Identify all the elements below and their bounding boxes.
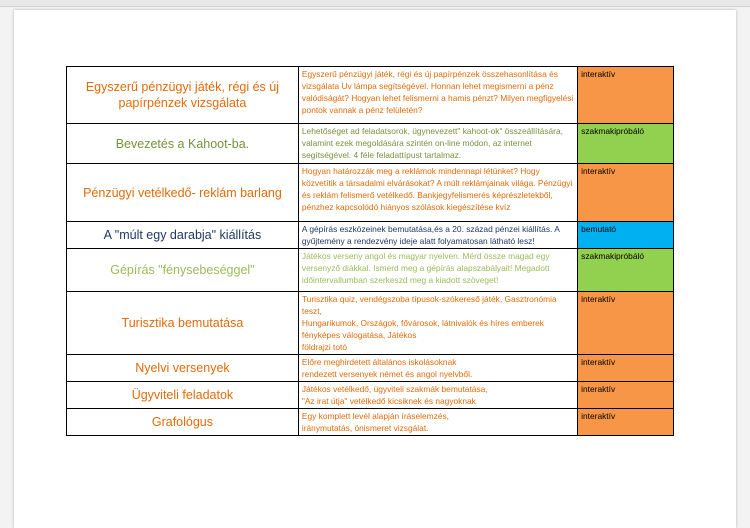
category-badge: interaktív: [578, 164, 674, 222]
program-title: Egyszerű pénzügyi játék, régi és új papírpénzek vizsgálata: [67, 67, 299, 124]
window-top-bar: [0, 0, 750, 7]
category-badge: interaktív: [578, 292, 674, 355]
table-row: [67, 355, 674, 382]
program-title: Turisztika bemutatása: [67, 292, 299, 355]
table-row: [67, 67, 674, 124]
program-description: Hogyan határozzák meg a reklámok mindennapi létünket? Hogy közvetítik a társadalmi elvárásokat? A múlt reklámjainak világa. Pénzügyi és reklám felismerő vetélkedő. Bankjegyfelismerés képrészletekből, pénzhez kapcsolódó hiányos szólások kiegészítése kvíz: [298, 164, 577, 222]
program-description: Játékos verseny angol és magyar nyelven. Mérd össze magad egy versenyző diákkal. Ismerd meg a gépírás alapszabályait! Megadott időintervallumban szerkeszd meg a kiadott szöveget!: [298, 249, 577, 292]
program-title: Nyelvi versenyek: [67, 355, 299, 382]
table-row: [67, 292, 674, 355]
program-title: Pénzügyi vetélkedő- reklám barlang: [67, 164, 299, 222]
program-table: [66, 66, 674, 436]
program-title: A "múlt egy darabja" kiállítás: [67, 222, 299, 249]
category-badge: interaktív: [578, 67, 674, 124]
program-title: Ügyviteli feladatok: [67, 382, 299, 409]
category-badge: bemutató: [578, 222, 674, 249]
program-description: Egyszerű pénzügyi játék, régi és új papírpénzek összehasonlítása és vizsgálata Uv lámpa segítségével. Honnan lehet megismerni a pénz valódiságát? Hogyan lehet felismerni a hamis pénzt? Milyen megfigyelési pontok vannak a pénz felületén?: [298, 67, 577, 124]
category-badge: interaktív: [578, 382, 674, 409]
category-badge: interaktív: [578, 355, 674, 382]
category-badge: szakmakipróbáló: [578, 124, 674, 164]
table-row: [67, 124, 674, 164]
table-row: [67, 382, 674, 409]
program-description: A gépírás eszközeinek bemutatása,és a 20. század pénzei kiállítás. A gyűjtemény a rendezvény ideje alatt folyamatosan látható lesz!: [298, 222, 577, 249]
program-description: Egy komplett levél alapján íráselemzés, iránymutatás, önismeret vizsgálat.: [298, 409, 577, 436]
program-description: Turisztika quiz, vendégszoba típusok-szókereső játék, Gasztronómia teszt, Hungarikumok, Országok, fővárosok, látnivalók és híres emberek fényképes válogatása, Játékos földrajzi totó: [298, 292, 577, 355]
program-title: Grafológus: [67, 409, 299, 436]
table-row: [67, 164, 674, 222]
program-description: Lehetőséget ad feladatsorok, ügynevezett" kahoot-ok" összeállítására, valamint ezek megoldására szintén on-line módon, az internet segítségével. 4 féle feladattípust tartalmaz.: [298, 124, 577, 164]
document-page: [14, 10, 736, 528]
program-title: Gépírás "fénysebeséggel": [67, 249, 299, 292]
program-description: Játékos vetélkedő, ügyviteli szakmák bemutatása, "Az irat útja" vetélkedő kicsiknek és nagyoknak: [298, 382, 577, 409]
category-badge: interaktív: [578, 409, 674, 436]
table-row: [67, 249, 674, 292]
table-row: [67, 222, 674, 249]
category-badge: szakmakipróbáló: [578, 249, 674, 292]
table-row: [67, 409, 674, 436]
program-title: Bevezetés a Kahoot-ba.: [67, 124, 299, 164]
program-description: Előre meghirdetett általános iskolásoknak rendezett versenyek német és angol nyelvből.: [298, 355, 577, 382]
